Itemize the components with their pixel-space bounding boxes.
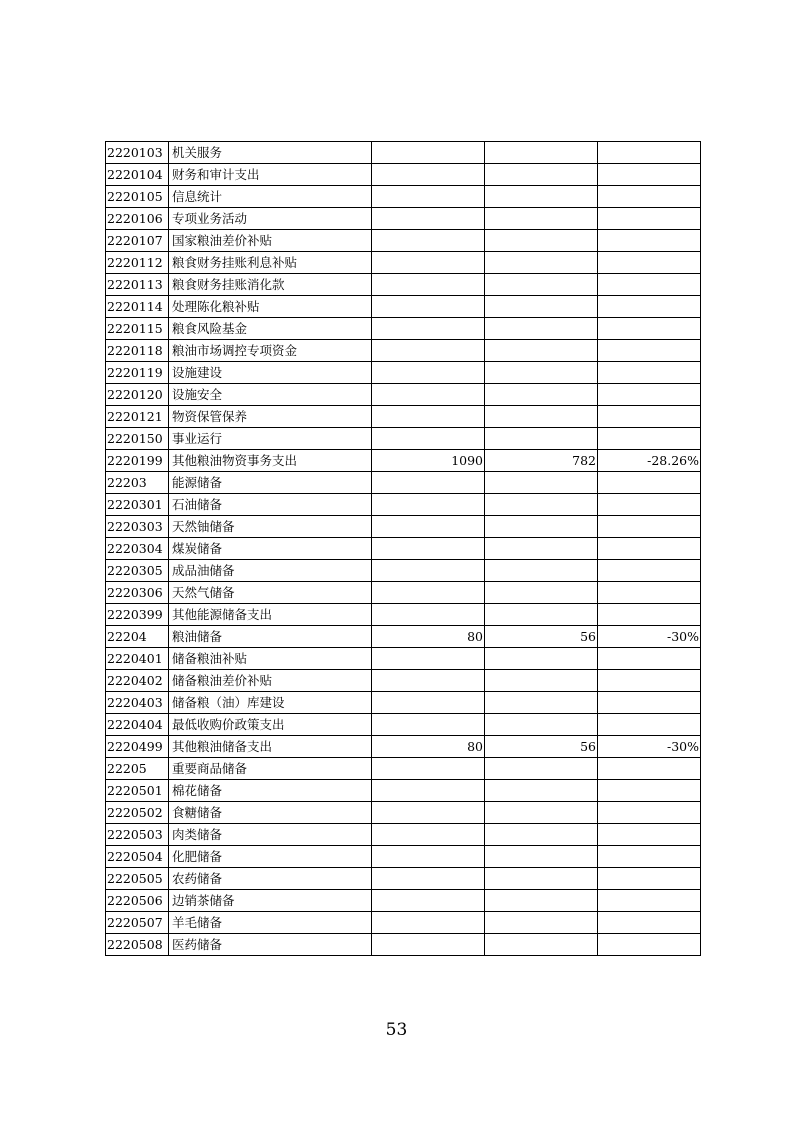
cell-value-2 (485, 802, 598, 824)
cell-code: 2220115 (106, 318, 169, 340)
table-row (106, 802, 701, 824)
cell-value-2 (485, 428, 598, 450)
table-row (106, 340, 701, 362)
cell-change-percent (598, 296, 701, 318)
cell-item-name: 专项业务活动 (169, 208, 372, 230)
cell-value-2 (485, 846, 598, 868)
cell-change-percent (598, 912, 701, 934)
cell-change-percent (598, 384, 701, 406)
cell-value-2 (485, 516, 598, 538)
cell-item-name: 成品油储备 (169, 560, 372, 582)
table-row (106, 362, 701, 384)
table-row (106, 274, 701, 296)
cell-value-1 (372, 318, 485, 340)
cell-value-2 (485, 208, 598, 230)
cell-value-2 (485, 582, 598, 604)
cell-item-name: 事业运行 (169, 428, 372, 450)
cell-item-name: 粮油储备 (169, 626, 372, 648)
cell-value-1 (372, 692, 485, 714)
cell-value-2 (485, 142, 598, 164)
cell-change-percent (598, 890, 701, 912)
cell-value-1 (372, 780, 485, 802)
cell-code: 2220508 (106, 934, 169, 956)
cell-change-percent (598, 648, 701, 670)
cell-value-2 (485, 604, 598, 626)
cell-change-percent: -30% (598, 626, 701, 648)
cell-value-1 (372, 538, 485, 560)
cell-value-2: 56 (485, 626, 598, 648)
page-number: 53 (385, 1020, 408, 1040)
table-row (106, 604, 701, 626)
cell-code: 2220506 (106, 890, 169, 912)
cell-code: 2220304 (106, 538, 169, 560)
cell-code: 2220402 (106, 670, 169, 692)
cell-item-name: 其他能源储备支出 (169, 604, 372, 626)
cell-item-name: 其他粮油物资事务支出 (169, 450, 372, 472)
cell-value-2 (485, 230, 598, 252)
cell-value-2 (485, 868, 598, 890)
table-row (106, 824, 701, 846)
cell-code: 2220404 (106, 714, 169, 736)
cell-item-name: 煤炭储备 (169, 538, 372, 560)
cell-value-1 (372, 274, 485, 296)
cell-item-name: 粮油市场调控专项资金 (169, 340, 372, 362)
cell-value-1 (372, 758, 485, 780)
cell-item-name: 财务和审计支出 (169, 164, 372, 186)
cell-code: 22203 (106, 472, 169, 494)
cell-change-percent (598, 340, 701, 362)
cell-value-2 (485, 824, 598, 846)
table-row (106, 208, 701, 230)
cell-value-1 (372, 824, 485, 846)
cell-change-percent (598, 186, 701, 208)
cell-code: 2220306 (106, 582, 169, 604)
cell-code: 2220303 (106, 516, 169, 538)
cell-code: 2220502 (106, 802, 169, 824)
cell-change-percent (598, 406, 701, 428)
cell-change-percent (598, 428, 701, 450)
cell-change-percent (598, 274, 701, 296)
cell-value-1 (372, 802, 485, 824)
table-row (106, 736, 701, 758)
cell-code: 2220112 (106, 252, 169, 274)
cell-value-2 (485, 890, 598, 912)
cell-item-name: 储备粮油补贴 (169, 648, 372, 670)
cell-value-1 (372, 868, 485, 890)
cell-value-1 (372, 208, 485, 230)
cell-code: 2220507 (106, 912, 169, 934)
cell-value-2 (485, 560, 598, 582)
table-row (106, 472, 701, 494)
cell-value-1 (372, 296, 485, 318)
cell-code: 2220499 (106, 736, 169, 758)
cell-item-name: 处理陈化粮补贴 (169, 296, 372, 318)
cell-code: 2220150 (106, 428, 169, 450)
cell-value-2 (485, 934, 598, 956)
cell-item-name: 粮食财务挂账利息补贴 (169, 252, 372, 274)
cell-item-name: 边销茶储备 (169, 890, 372, 912)
table-row (106, 318, 701, 340)
cell-code: 2220104 (106, 164, 169, 186)
cell-change-percent (598, 538, 701, 560)
cell-item-name: 设施建设 (169, 362, 372, 384)
table-row (106, 890, 701, 912)
cell-value-2 (485, 274, 598, 296)
cell-item-name: 羊毛储备 (169, 912, 372, 934)
cell-item-name: 天然气储备 (169, 582, 372, 604)
cell-value-2 (485, 670, 598, 692)
cell-value-1 (372, 384, 485, 406)
cell-value-2 (485, 296, 598, 318)
cell-value-1: 80 (372, 736, 485, 758)
table-row (106, 670, 701, 692)
cell-code: 2220120 (106, 384, 169, 406)
cell-value-2 (485, 186, 598, 208)
cell-change-percent (598, 318, 701, 340)
cell-value-2 (485, 362, 598, 384)
cell-value-1 (372, 406, 485, 428)
cell-code: 2220106 (106, 208, 169, 230)
cell-value-2 (485, 340, 598, 362)
cell-code: 2220401 (106, 648, 169, 670)
cell-value-2 (485, 384, 598, 406)
cell-change-percent (598, 252, 701, 274)
cell-code: 2220505 (106, 868, 169, 890)
cell-value-2 (485, 406, 598, 428)
cell-value-1 (372, 494, 485, 516)
cell-change-percent (598, 692, 701, 714)
cell-item-name: 能源储备 (169, 472, 372, 494)
cell-code: 2220114 (106, 296, 169, 318)
table-row (106, 758, 701, 780)
cell-value-2 (485, 538, 598, 560)
cell-value-1 (372, 516, 485, 538)
cell-change-percent (598, 868, 701, 890)
cell-value-2 (485, 912, 598, 934)
budget-table (105, 141, 701, 956)
cell-code: 2220107 (106, 230, 169, 252)
cell-value-1 (372, 912, 485, 934)
cell-change-percent (598, 560, 701, 582)
cell-item-name: 信息统计 (169, 186, 372, 208)
cell-change-percent (598, 208, 701, 230)
cell-item-name: 天然铀储备 (169, 516, 372, 538)
cell-change-percent (598, 670, 701, 692)
cell-item-name: 棉花储备 (169, 780, 372, 802)
cell-item-name: 石油储备 (169, 494, 372, 516)
cell-item-name: 其他粮油储备支出 (169, 736, 372, 758)
cell-value-2 (485, 692, 598, 714)
cell-value-2 (485, 714, 598, 736)
cell-value-2 (485, 494, 598, 516)
cell-code: 2220503 (106, 824, 169, 846)
cell-value-1 (372, 846, 485, 868)
cell-change-percent (598, 230, 701, 252)
cell-value-1 (372, 934, 485, 956)
table-row (106, 164, 701, 186)
cell-value-2 (485, 318, 598, 340)
cell-value-1 (372, 670, 485, 692)
cell-item-name: 粮食财务挂账消化款 (169, 274, 372, 296)
cell-item-name: 最低收购价政策支出 (169, 714, 372, 736)
table-row (106, 450, 701, 472)
cell-code: 2220119 (106, 362, 169, 384)
cell-value-2 (485, 780, 598, 802)
table-row (106, 934, 701, 956)
cell-value-1 (372, 604, 485, 626)
cell-code: 2220113 (106, 274, 169, 296)
cell-item-name: 农药储备 (169, 868, 372, 890)
cell-value-1 (372, 230, 485, 252)
cell-value-1 (372, 252, 485, 274)
cell-item-name: 重要商品储备 (169, 758, 372, 780)
cell-value-1 (372, 362, 485, 384)
table-row (106, 230, 701, 252)
table-row (106, 494, 701, 516)
cell-value-1 (372, 714, 485, 736)
table-row (106, 516, 701, 538)
table-row (106, 648, 701, 670)
cell-value-1 (372, 186, 485, 208)
table-row (106, 142, 701, 164)
cell-value-1 (372, 472, 485, 494)
table-row (106, 538, 701, 560)
cell-code: 2220399 (106, 604, 169, 626)
cell-value-1 (372, 582, 485, 604)
cell-change-percent: -30% (598, 736, 701, 758)
cell-value-1 (372, 428, 485, 450)
cell-code: 2220103 (106, 142, 169, 164)
cell-code: 2220301 (106, 494, 169, 516)
cell-item-name: 肉类储备 (169, 824, 372, 846)
cell-code: 2220504 (106, 846, 169, 868)
cell-value-2: 782 (485, 450, 598, 472)
table-row (106, 384, 701, 406)
cell-change-percent (598, 780, 701, 802)
table-row (106, 252, 701, 274)
cell-code: 2220121 (106, 406, 169, 428)
cell-value-2: 56 (485, 736, 598, 758)
table-row (106, 296, 701, 318)
cell-code: 2220403 (106, 692, 169, 714)
cell-value-2 (485, 648, 598, 670)
cell-change-percent (598, 934, 701, 956)
cell-change-percent (598, 582, 701, 604)
cell-item-name: 食糖储备 (169, 802, 372, 824)
cell-change-percent (598, 714, 701, 736)
cell-code: 22205 (106, 758, 169, 780)
cell-item-name: 设施安全 (169, 384, 372, 406)
cell-value-2 (485, 758, 598, 780)
cell-value-2 (485, 252, 598, 274)
cell-change-percent (598, 362, 701, 384)
cell-code: 22204 (106, 626, 169, 648)
cell-value-1: 1090 (372, 450, 485, 472)
table-row (106, 780, 701, 802)
cell-value-1 (372, 560, 485, 582)
table-row (106, 406, 701, 428)
cell-change-percent (598, 164, 701, 186)
cell-item-name: 储备粮（油）库建设 (169, 692, 372, 714)
cell-change-percent (598, 604, 701, 626)
table-row (106, 626, 701, 648)
cell-item-name: 化肥储备 (169, 846, 372, 868)
cell-change-percent (598, 516, 701, 538)
cell-change-percent (598, 472, 701, 494)
cell-value-1 (372, 164, 485, 186)
cell-code: 2220105 (106, 186, 169, 208)
cell-change-percent (598, 846, 701, 868)
cell-code: 2220118 (106, 340, 169, 362)
table-row (106, 428, 701, 450)
cell-value-2 (485, 164, 598, 186)
cell-change-percent (598, 494, 701, 516)
cell-value-1 (372, 142, 485, 164)
cell-change-percent: -28.26% (598, 450, 701, 472)
table-row (106, 846, 701, 868)
cell-code: 2220199 (106, 450, 169, 472)
cell-value-1 (372, 340, 485, 362)
cell-change-percent (598, 142, 701, 164)
cell-code: 2220501 (106, 780, 169, 802)
table-row (106, 582, 701, 604)
cell-code: 2220305 (106, 560, 169, 582)
table-row (106, 560, 701, 582)
table-row (106, 912, 701, 934)
cell-item-name: 医药储备 (169, 934, 372, 956)
cell-change-percent (598, 802, 701, 824)
table-row (106, 186, 701, 208)
cell-item-name: 国家粮油差价补贴 (169, 230, 372, 252)
table-row (106, 714, 701, 736)
cell-value-1 (372, 890, 485, 912)
cell-change-percent (598, 758, 701, 780)
cell-value-1 (372, 648, 485, 670)
cell-item-name: 物资保管保养 (169, 406, 372, 428)
cell-item-name: 储备粮油差价补贴 (169, 670, 372, 692)
table-row (106, 868, 701, 890)
cell-value-2 (485, 472, 598, 494)
table-body (106, 142, 701, 956)
cell-value-1: 80 (372, 626, 485, 648)
table-row (106, 692, 701, 714)
cell-change-percent (598, 824, 701, 846)
cell-item-name: 粮食风险基金 (169, 318, 372, 340)
cell-item-name: 机关服务 (169, 142, 372, 164)
